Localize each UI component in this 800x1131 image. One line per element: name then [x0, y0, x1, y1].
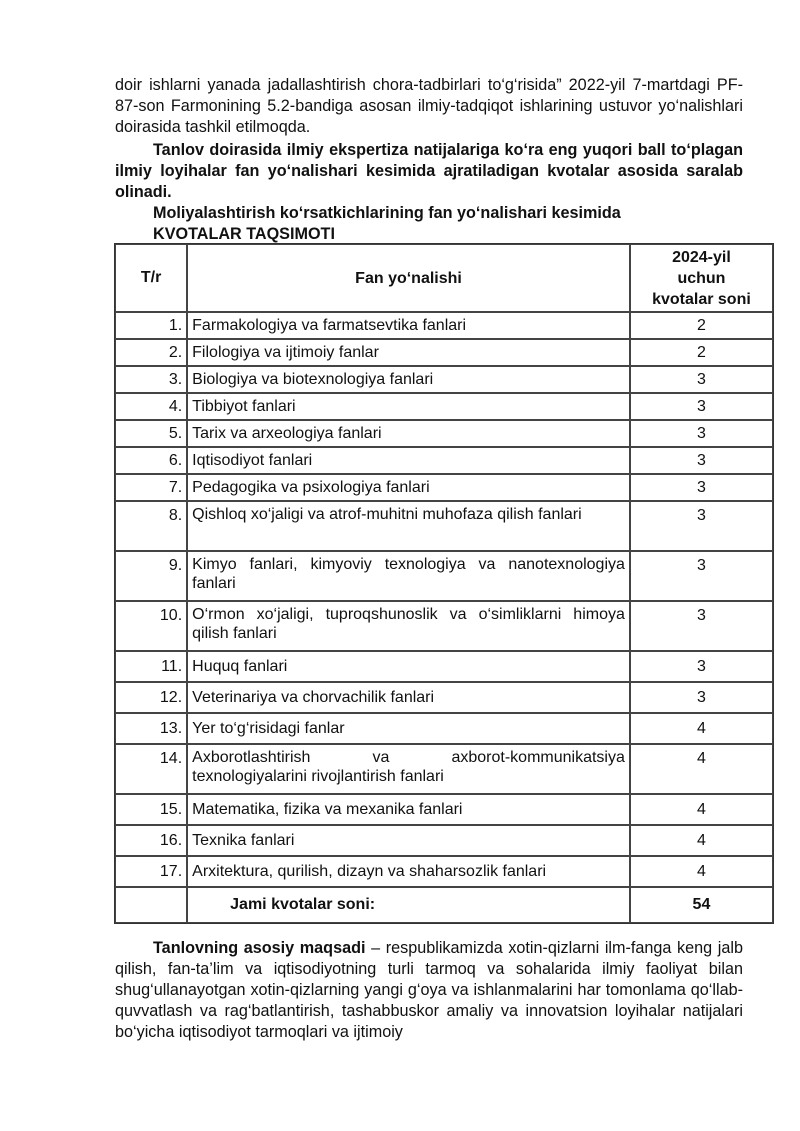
table-row [115, 601, 773, 651]
table-row [115, 420, 773, 447]
closing-lead: Tanlovning asosiy maqsadi [153, 939, 366, 957]
row-quota: 4 [630, 856, 773, 887]
row-quota: 3 [630, 651, 773, 682]
header-quota-line-3: kvotalar soni [652, 290, 751, 308]
row-field: Tarix va arxeologiya fanlari [187, 420, 630, 447]
table-total-row [115, 887, 773, 923]
row-quota: 3 [630, 501, 773, 551]
caption-line-1: Moliyalashtirish ko‘rsatkichlarining fan yo‘nalishari kesimida [153, 204, 621, 222]
table-row [115, 393, 773, 420]
row-field: Arxitektura, qurilish, dizayn va shaharsozlik fanlari [187, 856, 630, 887]
table-row [115, 312, 773, 339]
row-num: 15. [115, 794, 187, 825]
total-label: Jami kvotalar soni: [187, 887, 630, 923]
table-row [115, 682, 773, 713]
row-quota: 3 [630, 447, 773, 474]
row-num: 13. [115, 713, 187, 744]
row-quota: 3 [630, 474, 773, 501]
row-field: Kimyo fanlari, kimyoviy texnologiya va nanotexnologiya fanlari [187, 551, 630, 601]
table-row [115, 447, 773, 474]
row-field: Biologiya va biotexnologiya fanlari [187, 366, 630, 393]
row-field: Matematika, fizika va mexanika fanlari [187, 794, 630, 825]
row-num: 16. [115, 825, 187, 856]
row-num: 8. [115, 501, 187, 551]
header-quota-line-1: 2024-yil [672, 248, 731, 266]
table-row [115, 551, 773, 601]
table-row [115, 856, 773, 887]
caption-line-2: KVOTALAR TAQSIMOTI [153, 225, 335, 243]
table-row [115, 713, 773, 744]
total-num-cell [115, 887, 187, 923]
table-row [115, 474, 773, 501]
row-quota: 4 [630, 713, 773, 744]
total-value: 54 [630, 887, 773, 923]
header-quota [630, 244, 773, 312]
row-field: Veterinariya va chorvachilik fanlari [187, 682, 630, 713]
row-quota: 3 [630, 682, 773, 713]
row-field: Texnika fanlari [187, 825, 630, 856]
row-num: 9. [115, 551, 187, 601]
table-row [115, 744, 773, 794]
table-row [115, 651, 773, 682]
row-quota: 3 [630, 601, 773, 651]
row-field: Yer to‘g‘risidagi fanlar [187, 713, 630, 744]
closing-text: – respublikamizda xotin-qizlarni ilm-fanga keng jalb qilish, fan-ta’lim va iqtisodiyotning turli tarmoq va sohalarida ilmiy faoliyat bilan shug‘ullanayotgan xotin-qizlarning yangi g‘oya va ishlanmalarini har tomonlama qo‘llab-quvvatlash va rag‘batlantirish, tashabbuskor amaliy va innovatsion loyihalar natijalari bo‘yicha iqtisodiyot tarmoqlari va ijtimoiy [115, 939, 743, 1041]
row-field: Tibbiyot fanlari [187, 393, 630, 420]
row-field: Iqtisodiyot fanlari [187, 447, 630, 474]
intro-paragraph: doir ishlarni yanada jadallashtirish chora-tadbirlari to‘g‘risida” 2022-yil 7-martdagi PF-87-son Farmonining 5.2-bandiga asosan ilmiy-tadqiqot ishlarining ustuvor yo‘nalishlari doirasida tashkil etilmoqda. [115, 76, 743, 136]
header-quota-line-2: uchun [677, 269, 726, 287]
row-num: 14. [115, 744, 187, 794]
row-num: 6. [115, 447, 187, 474]
table-caption [153, 203, 621, 245]
row-quota: 3 [630, 551, 773, 601]
closing-paragraph [115, 938, 743, 1043]
row-quota: 3 [630, 366, 773, 393]
table-row [115, 825, 773, 856]
row-field: Farmakologiya va farmatsevtika fanlari [187, 312, 630, 339]
quota-table [114, 243, 774, 924]
row-field: Filologiya va ijtimoiy fanlar [187, 339, 630, 366]
row-quota: 3 [630, 420, 773, 447]
row-quota: 4 [630, 744, 773, 794]
row-quota: 3 [630, 393, 773, 420]
row-field: Huquq fanlari [187, 651, 630, 682]
row-num: 3. [115, 366, 187, 393]
table-row [115, 366, 773, 393]
table-row [115, 794, 773, 825]
selection-paragraph: Tanlov doirasida ilmiy ekspertiza natijalariga ko‘ra eng yuqori ball to‘plagan ilmiy loyihalar fan yo‘nalishari kesimida ajratiladigan kvotalar asosida saralab olinadi. [115, 141, 743, 201]
row-field: O‘rmon xo‘jaligi, tuproqshunoslik va o‘simliklarni himoya qilish fanlari [187, 601, 630, 651]
row-num: 4. [115, 393, 187, 420]
header-num: T/r [115, 244, 187, 312]
row-num: 10. [115, 601, 187, 651]
row-num: 7. [115, 474, 187, 501]
table-row [115, 501, 773, 551]
row-num: 1. [115, 312, 187, 339]
row-num: 5. [115, 420, 187, 447]
row-quota: 2 [630, 312, 773, 339]
row-quota: 4 [630, 794, 773, 825]
row-quota: 4 [630, 825, 773, 856]
row-field: Axborotlashtirish va axborot-kommunikatsiya texnologiyalarini rivojlantirish fanlari [187, 744, 630, 794]
row-num: 17. [115, 856, 187, 887]
row-field: Pedagogika va psixologiya fanlari [187, 474, 630, 501]
row-num: 2. [115, 339, 187, 366]
row-field: Qishloq xo‘jaligi va atrof-muhitni muhofaza qilish fanlari [187, 501, 630, 551]
row-num: 12. [115, 682, 187, 713]
header-field: Fan yo‘nalishi [187, 244, 630, 312]
table-row [115, 339, 773, 366]
row-num: 11. [115, 651, 187, 682]
table-header-row [115, 244, 773, 312]
row-quota: 2 [630, 339, 773, 366]
